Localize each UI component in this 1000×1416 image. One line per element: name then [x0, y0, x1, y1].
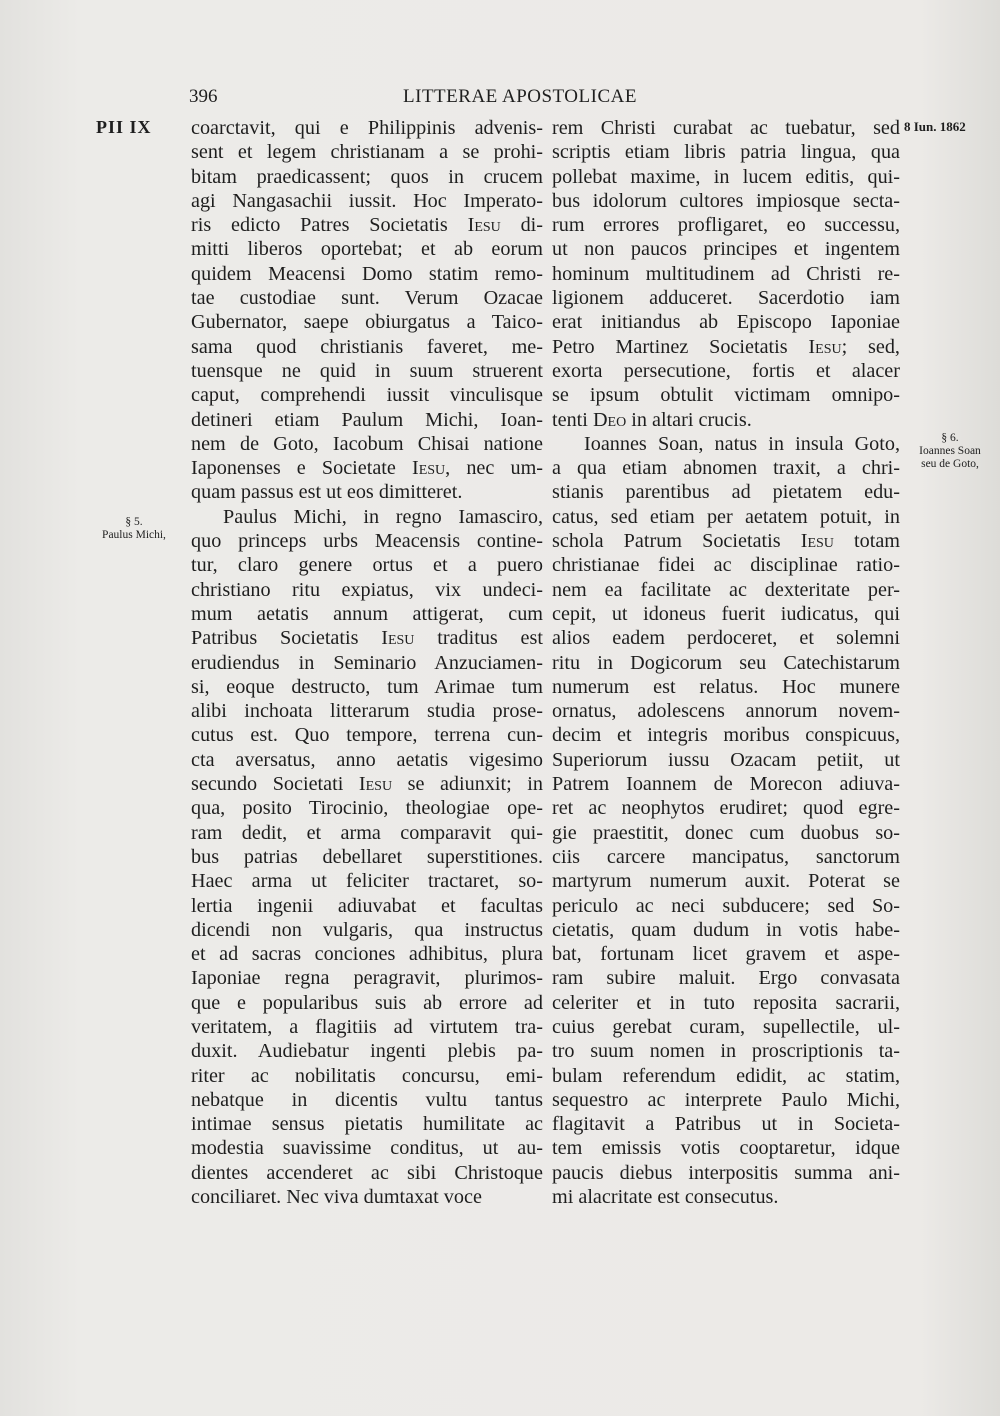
running-title: LITTERAE APOSTOLICAE	[403, 86, 637, 107]
text-line: catus, sed etiam per aetatem potuit, in	[552, 505, 900, 528]
text-line: cutus est. Quo tempore, terrena cun-	[191, 724, 543, 747]
text-line: nebatque in dicentis vultu tantus	[191, 1088, 543, 1111]
text-line: tro suum nomen in proscriptionis ta-	[552, 1040, 900, 1063]
text-line: erudiendus in Seminario Anzuciamen-	[191, 651, 543, 674]
text-line: pollebat maxime, in lucem editis, qui-	[552, 165, 900, 188]
text-line: numerum est relatus. Hoc munere	[552, 675, 900, 698]
text-line: sequestro ac interprete Paulo Michi,	[552, 1088, 900, 1111]
text-line: conciliaret. Nec viva dumtaxat voce	[191, 1186, 482, 1209]
text-line: hominum multitudinem ad Christi re-	[552, 262, 900, 285]
text-line: et ad sacras conciones adhibitus, plura	[191, 943, 543, 966]
text-line: modestia suavissime conditus, ut au-	[191, 1137, 543, 1160]
text-line: Superiorum iussu Ozacam petiit, ut	[552, 748, 900, 771]
text-line: Paulus Michi, in regno Iamasciro,	[223, 505, 543, 528]
pope-marginal-heading: PII IX	[96, 117, 152, 137]
text-line: bitam praedicassent; quos in crucem	[191, 165, 543, 188]
text-line: schola Patrum Societatis Iesu totam	[552, 530, 900, 553]
text-line: periculo ac neci subducere; sed So-	[552, 894, 900, 917]
text-line: agi Nangasachii iussit. Hoc Imperato-	[191, 189, 543, 212]
text-line: ritu in Dogicorum seu Catechistarum	[552, 651, 900, 674]
text-line: Iaponenses e Societate Iesu, nec um-	[191, 457, 543, 480]
text-line: ris edicto Patres Societatis Iesu di-	[191, 214, 544, 237]
text-line: riter ac nobilitatis concursu, emi-	[191, 1064, 543, 1087]
text-line: alios eadem perdoceret, et solemni	[552, 627, 900, 650]
text-line: Gubernator, saepe obiurgatus a Taico-	[191, 311, 543, 334]
text-line: secundo Societati Iesu se adiunxit; in	[191, 773, 543, 796]
text-line: quidem Meacensi Domo statim remo-	[191, 262, 543, 285]
text-line: detineri etiam Paulum Michi, Ioan-	[191, 408, 543, 431]
text-line: ut non paucos principes et ingentem	[552, 238, 900, 261]
text-line: si, eoque destructo, tum Arimae tum	[191, 675, 543, 698]
text-line: bulam referendum edidit, ac statim,	[552, 1064, 900, 1087]
left-text-column	[191, 116, 543, 1209]
text-line: Haec arma ut feliciter tractaret, so-	[191, 870, 543, 893]
text-line: ram dedit, et arma comparavit qui-	[191, 821, 543, 844]
text-line: nem de Goto, Iacobum Chisai natione	[191, 432, 543, 455]
text-line: dientes accenderet ac sibi Christoque	[191, 1161, 543, 1184]
text-line: tur, claro genere ortus et a puero	[191, 554, 543, 577]
text-line: gie praestitit, donec cum duobus so-	[552, 821, 900, 844]
text-line: ligionem adduceret. Sacerdotio iam	[552, 287, 900, 310]
marginal-note-section-number: § 5.	[125, 516, 143, 528]
text-line: se ipsum obtulit victimam omnipo-	[552, 384, 900, 407]
text-line: mum aetatis annum attigerat, cum	[191, 602, 543, 625]
marginal-note-section-6	[902, 432, 998, 471]
text-line: tenti Deo in altari crucis.	[552, 408, 752, 431]
text-line: scriptis etiam libris patria lingua, qua	[552, 141, 900, 164]
text-line: cuius gerebat curam, supellectile, ul-	[552, 1015, 900, 1038]
text-line: martyrum numerum auxit. Poterat se	[552, 870, 900, 893]
text-line: Ioannes Soan, natus in insula Goto,	[584, 432, 900, 455]
right-text-column	[552, 116, 900, 1209]
text-line: celeriter et in tuto reposita sacrarii,	[552, 991, 900, 1014]
marginal-note-section-number: § 6.	[941, 432, 959, 444]
text-line: Patrem Ioannem de Morecon adiuva-	[552, 773, 900, 796]
text-line: caput, comprehendi iussit vinculisque	[191, 384, 543, 407]
text-line: intimae sensus pietatis humilitate ac	[191, 1113, 543, 1136]
text-line: dicendi non vulgaris, qua instructus	[191, 918, 543, 941]
text-line: ciis carcere mancipatus, sanctorum	[552, 845, 900, 868]
text-line: tae custodiae sunt. Verum Ozacae	[191, 287, 543, 310]
text-line: que e popularibus suis ab errore ad	[191, 991, 543, 1014]
text-line: stianis parentibus ad pietatem edu-	[552, 481, 900, 504]
text-line: rum errores profligaret, eo successu,	[552, 214, 900, 237]
text-line: veritatem, a flagitiis ad virtutem tra-	[191, 1015, 543, 1038]
text-line: paucis diebus interpositis summa ani-	[552, 1161, 900, 1184]
text-line: coarctavit, qui e Philippinis advenis-	[191, 117, 543, 139]
text-line: rem Christi curabat ac tuebatur, sed	[552, 117, 900, 139]
marginal-note-name: seu de Goto,	[921, 458, 979, 470]
text-line: a qua etiam abnomen traxit, a chri-	[552, 457, 900, 480]
text-line: ret ac neophytos erudiret; quod egre-	[552, 797, 900, 820]
text-line: quo princeps urbs Meacensis contine-	[191, 530, 543, 553]
text-line: tem emissis votis cooptaretur, idque	[552, 1137, 900, 1160]
text-line: bat, fortunam licet gravem et aspe-	[552, 943, 900, 966]
text-line: Iaponiae regna peragravit, plurimos-	[191, 967, 543, 990]
text-line: exorta persecutione, fortis et alacer	[552, 359, 900, 382]
text-line: Patribus Societatis Iesu traditus est	[191, 627, 543, 650]
marginal-note-section-5	[84, 516, 184, 542]
text-line: Petro Martinez Societatis Iesu; sed,	[552, 335, 900, 358]
text-line: cietatis, quam dudum in votis habe-	[552, 918, 900, 941]
text-line: christianae fidei ac disciplinae ratio-	[552, 554, 900, 577]
text-line: sent et legem christianam a se prohi-	[191, 141, 543, 164]
text-line: decim et integris moribus conspicuus,	[552, 724, 900, 747]
text-line: lertia ingenii adiuvabat et facultas	[191, 894, 543, 917]
text-line: christiano ritu expiatus, vix undeci-	[191, 578, 543, 601]
text-line: bus idolorum cultores impiosque secta-	[552, 189, 900, 212]
text-line: nem ea facilitate ac dexteritate per-	[552, 578, 900, 601]
text-line: bus patrias debellaret superstitiones.	[191, 845, 543, 868]
text-line: ram subire maluit. Ergo convasata	[552, 967, 900, 990]
marginal-note-name: Paulus Michi,	[102, 529, 166, 541]
text-line: ornatus, adolescens annorum novem-	[552, 700, 900, 723]
text-line: cepit, ut idoneus fuerit iudicatus, qui	[552, 602, 900, 625]
text-line: tuensque ne quid in suum struerent	[191, 359, 543, 382]
text-line: erat initiandus ab Episcopo Iaponiae	[552, 311, 900, 334]
text-line: cta aversatus, anno aetatis vigesimo	[191, 748, 543, 771]
text-line: qua, posito Tirocinio, theologiae ope-	[191, 797, 543, 820]
text-line: flagitavit a Patribus ut in Societa-	[552, 1113, 900, 1136]
text-line: alibi inchoata litterarum studia prose-	[191, 700, 543, 723]
text-line: mitti liberos oportebat; et ab eorum	[191, 238, 543, 261]
text-line: mi alacritate est consecutus.	[552, 1186, 779, 1209]
text-line: duxit. Audiebatur ingenti plebis pa-	[191, 1040, 543, 1063]
text-line: sama quod christianis faveret, me-	[191, 335, 543, 358]
marginal-note-name: Ioannes Soan	[919, 445, 981, 457]
date-marginal-note: 8 Iun. 1862	[904, 119, 966, 134]
text-line: quam passus est ut eos dimitteret.	[191, 481, 463, 504]
page-number: 396	[189, 86, 218, 107]
